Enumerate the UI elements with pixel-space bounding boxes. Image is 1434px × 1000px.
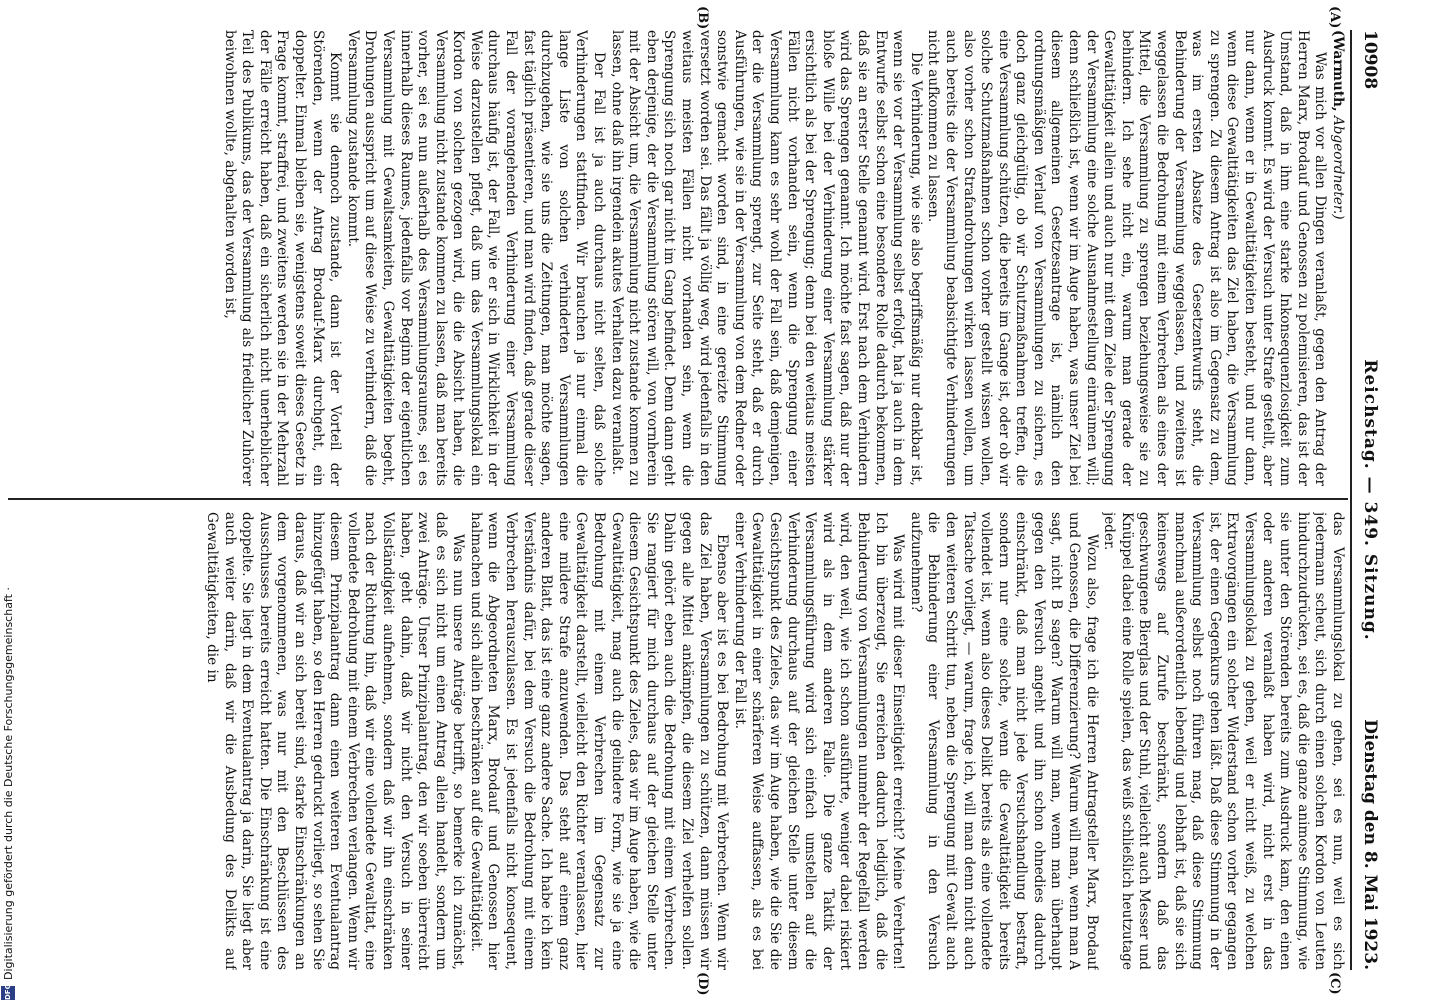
- speaker-role: Abgeordneter.): [1330, 115, 1346, 220]
- page-header: [1356, 30, 1382, 970]
- funding-note: Digitalisierung gefördert durch die Deutsche Forschungsgemeinschaft ·: [2, 587, 15, 980]
- paragraph: Der Fall ist ja auch durchaus nicht selten, daß solche Verhinderungen stattfinden. Wir brauchen ja nur einmal die lange Liste von solchen verhinderten Versammlungen durchzugehen, wie sie uns die Zeitungen, man möchte sagen, fast täglich präsentieren, und man wird finden, daß gerade dieser Fall der vorangehenden Verhinderung einer Versammlung durchaus häufig ist, der Fall, wie er sich in Wirklichkeit in der Weise darzustellen pflegt, daß um das Versammlungslokal ein Kordon von solchen gezogen wird, die die Absicht haben, die Versammlung nicht zustande kommen zu lassen, daß man bereits vorher, sei es nun außerhalb des Versammlungsraumes, sei es innerhalb dieses Raumes, jedenfalls vor Beginn der eigentlichen Versammlung mit Gewaltsamkeiten, Gewalttätigkeiten begeht, Drohungen ausspricht um auf diese Weise zu verhindern, daß die Versammlung zustande kommt.: [344, 30, 608, 486]
- paragraph: Ebenso aber ist es bei Bedrohung mit Verbrechen. Wenn wir das Ziel haben, Versammlungen zu schützen, dann müssen wir gegen alle Mittel ankämpfen, die diesem Ziel verhelfen sollen. Dahin gehört eben auch die Bedrohung mit einem Verbrechen. Sie rangiert für mich durchaus auf der gleichen Stelle unter diesem Gesichtspunkt des Zieles, das wir im Auge haben, wie die Gewalttätigkeit, mag auch die gelindere Form, wie sie ja eine Bedrohung mit einem Verbrechen im Gegensatz zur Gewalttätigkeit darstellt, vielleicht den Richter veranlassen, hier eine mildere Strafe anzuwenden. Das steht auf einem ganz anderen Blatt, das ist eine ganz andere Sache. Ich habe ich kein Verständnis dafür, bei dem Versuch die Bedrohung mit einem Verbrechen herauszulassen. Es ist jedenfalls nicht konsequent, wenn die Abgeordneten Marx, Brodauf und Genossen hier halmachen und sich allein beschränken auf die Gewalttätigkeit.: [467, 512, 731, 970]
- paragraph: Wozu also, frage ich die Herren Antragsteller Marx, Brodauf und Genossen, die Differenzierung? Warum will man, wenn man A sagt, nicht B sagen? Warum will man, wenn man überhaupt gegen den Versuch angeht und ihn schon ohnedies dadurch einschränkt, daß man nicht jede Versuchshandlung bestraft, sondern nur eine solche, wenn die Gewalttätigkeit bereits vollendet ist, wenn also dieses Delikt bereits als eine vollendete Tatsache vorliegt, — warum, frage ich, will man denn nicht auch den weiteren Schritt tun, neben die Sprengung mit Gewalt auch die Behinderung einer Versammlung in den Versuch aufzunehmen?: [907, 512, 1100, 970]
- header-rule: [1350, 30, 1352, 970]
- margin-mark-d: (D): [695, 972, 710, 996]
- paragraph: Die Verhinderung, wie sie also begriffsmäßig nur denkbar ist, wenn sie vor der Versammlung selbst erfolgt, hat ja auch in dem Entwurfe selbst schon eine besondere Rolle dadurch bekommen, daß sie an erster Stelle genannt wird. Erst nach dem Verhindern wird das Sprengen genannt. Ich möchte fast sagen, daß nur der bloße Wille bei der Verhinderung einer Versammlung stärker ersichtlich als bei der Sprengung; denn bei den weitaus meisten Fällen nicht vorhanden sein, wenn die Sprengung einer Versammlung kann es sehr wohl der Fall sein, daß demjenigen, der die Versammlung sprengt, zur Seite steht, daß er durch Ausführungen, wie sie in der Versammlung von dem Redner oder sonstwie gemacht worden sind, in eine gereizte Stimmung versetzt worden sei. Das fällt ja völlig weg, wird jedenfalls in den weitaus meisten Fällen nicht vorhanden sein, wenn die Sprengung sich noch gar nicht im Gang befindet. Denn dann geht eben derjenige, der die Versammlung stören will, von vornherein mit der Absicht um, die Versammlung nicht zustande kommen zu lassen, ohne daß ihn irgendein akutes Verhalten dazu veranlaßt.: [608, 30, 924, 486]
- speaker-line: [1328, 30, 1346, 486]
- margin-mark-b: (B): [695, 6, 710, 30]
- margin-mark-a: (A): [1327, 6, 1342, 29]
- column-divider: [8, 498, 1348, 500]
- page-number: 10908: [1360, 30, 1380, 90]
- paragraph: Was wird mit dieser Einseitigkeit erreicht? Meine Verehrten! Ich bin überzeugt, Sie erreichen dadurch lediglich, daß die Behinderung von Versammlungen nunmehr der Regelfall werden wird, den weil, wie ich schon ausführte, weniger dabei riskiert wird als in dem anderen Falle. Die ganze Taktik der Versammlungsführung wird sich einfach umstellen auf die Verhinderung durchaus auf der gleichen Stelle unter diesem Gesichtspunkt des Zieles, das wir im Auge haben, wie die Sie die Gewalttätigkeit in einer schärferen Weise auffassen, als es bei einer Verhinderung der Fall ist.: [731, 512, 907, 970]
- paragraph: das Versammlungslokal zu gehen, sei es nun, weil es sich jedermann scheut, sich durch einen solchen Kordon von Leuten hindurchzudrücken, sei es, daß die ganze animose Stimmung, wie sie unter den Störenden bereits zum Ausdruck kam, den einen oder anderen veranlaßt haben wird, nicht erst in das Versammlungslokal zu gehen, weil er nicht weiß, zu welchen Extravorgängen ein solcher Widerstand schon vorher gegangen ist, der einen Gegenkurs gehen läßt. Daß diese Stimmung in der Versammlung selbst noch führen mag, daß diese Stimmung manchmal außerordentlich lebendig und lebhaft ist, daß sie sich keineswegs auf Zurufe beschränkt, sondern daß das geschwungene Bierglas und der Stuhl, vielleicht auch Messer und Knüppel dabei eine Rolle spielen, das weiß schließlich heutzutage jeder.: [1101, 512, 1346, 970]
- session-date: Dienstag den 8. Mai 1923.: [1360, 719, 1380, 970]
- paragraph: Kommt sie dennoch zustande, dann ist der Vorteil der Störenden, wenn der Antrag Brodauf-Marx durchgeht, ein doppelter. Einmal bleiben sie, wenigstens soweit dieses Gesetz in Frage kommt, straffrei, und zweitens werden sie in der Mehrzahl der Fälle erreicht haben, daß ein sicherlich nicht unerheblicher Teil des Publikums, das der Versammlung als friedlicher Zuhörer beiwohnen wollte, abgehalten worden ist,: [221, 30, 344, 486]
- digitization-footer: [0, 0, 18, 1000]
- paragraph: Was mich vor allen Dingen veranlaßt, gegen den Antrag der Herren Marx, Brodauf und Genossen zu polemisieren, das ist der Umstand, daß in ihm eine starke Inkonsequenzlosigkeit zum Ausdruck kommt. Es wird der Versuch unter Strafe gestellt, aber nur dann, wenn er in Gewalttätigkeiten besteht, und nur dann, wenn diese Gewalttätigkeiten das Ziel haben, die Versammlung zu sprengen. Zu diesem Antrag ist also im Gegensatz zu dem, was im ersten Absatze des Gesetzentwurfs steht, die Behinderung der Versammlung weggelassen, und zweitens ist weggelassen die Bedrohung mit einem Verbrechen als eines der Mittel, die Versammlung zu sprengen beziehungsweise sie zu behindern. Ich sehe nicht ein, warum man gerade der Gewalttätigkeit allein und auch nur mit dem Ziele der Sprengung der Versammlung eine solche Ausnahmestellung einräumen will; denn schließlich ist, wenn wir im Auge haben, was unser Ziel bei diesem allgemeinen Gesetzesantrage ist, nämlich den ordnungsmäßigen Verlauf von Versammlungen zu sichern, es doch ganz gleichgültig, ob wir Schutzmaßnahmen treffen, die eine Versammlung schützen, die bereits im Gange ist, oder ob wir solche Schutzmaßnahmen schon vorher gestellt wissen wollen, also vorher schon Strafandrohungen wirken lassen wollen, um auch bereits die der Versammlung beabsichtigte Verhinderungen nicht aufkommen zu lassen.: [925, 30, 1329, 486]
- right-column: [10, 512, 1346, 970]
- left-column: [10, 30, 1346, 486]
- dfg-logo: DFG: [1, 986, 15, 1000]
- margin-mark-c: (C): [1327, 972, 1342, 995]
- speaker-name: (Warmuth,: [1330, 30, 1346, 112]
- paragraph: Was nun unsere Anträge betrifft, so bemerke ich zunächst, daß es sich nicht um einen Antrag allein handelt, sondern um zwei Anträge. Unser Prinzipalantrag, den wir soeben überreicht haben, geht dahin, daß wir nicht den Versuch in seiner Vollständigkeit aufnehmen, sondern daß wir ihn einschränken nach der Richtung hin, daß wir eine vollendete Gewalttat, eine vollendete Bedrohung mit einem Verbrechen verlangen. Wenn wir diesem Prinzipalantrag dann einen weiteren Eventualantrag hinzugefügt haben, so den Herren gedruckt vorliegt, so sehen Sie daraus, daß wir an sich bereit sind, starke Einschränkungen an dem vorgenommenen, was nur mit den Beschlüssen des Ausschusses bereits erreicht hatten. Die Einschränkung ist eine doppelte. Sie liegt in dem Eventualantrag ja darin, Sie liegt aber auch weiter darin, daß wir die Ausbedung des Delikts auf Gewalttätigkeiten, die in: [204, 512, 467, 970]
- session-title: Reichstag. — 349. Sitzung.: [1360, 359, 1380, 641]
